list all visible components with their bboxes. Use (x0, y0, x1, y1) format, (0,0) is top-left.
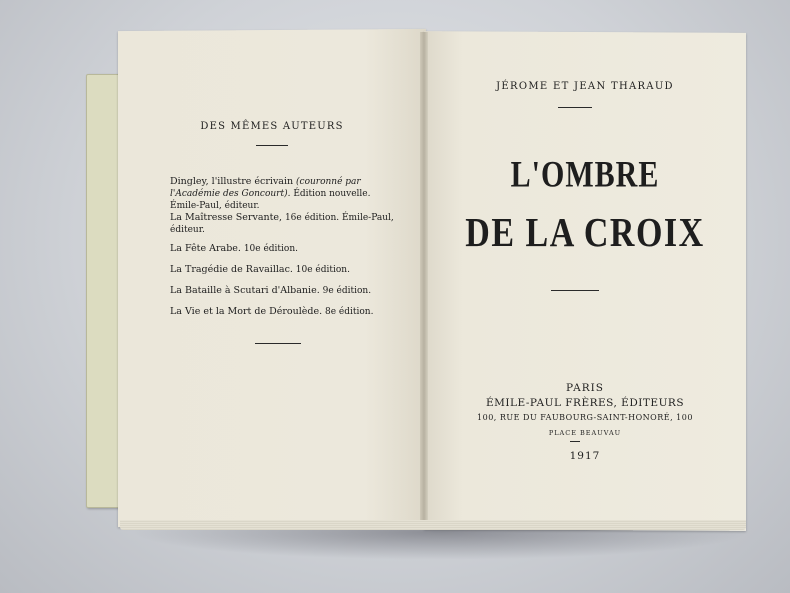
work-detail-3: 10e édition. (243, 244, 298, 254)
work-detail-6: 8e édition. (324, 307, 374, 317)
work-entry-2 (170, 212, 400, 236)
imprint-year: 1917 (569, 450, 601, 462)
work-entry-3 (170, 243, 400, 255)
work-entry-1 (170, 176, 400, 212)
work-entry-5 (170, 285, 400, 297)
work-detail-5: 9e édition. (322, 286, 372, 296)
work-title-6: La Vie et la Mort de Déroulède. (170, 306, 323, 317)
work-detail-2: 16e édition. Émile-Paul, éditeur. (170, 213, 394, 235)
work-note-1: (couronné par l'Académie des Goncourt). (170, 177, 361, 199)
left-page-heading: DES MÊMES AUTEURS (200, 121, 344, 132)
book-title-line-2: DE LA CROIX (465, 211, 705, 256)
work-entry-6 (170, 306, 400, 318)
page-edges (120, 520, 746, 530)
book-authors: JÉROME ET JEAN THARAUD (496, 81, 674, 92)
work-title-2: La Maîtresse Servante, (170, 212, 283, 223)
imprint-publisher: ÉMILE-PAUL FRÈRES, ÉDITEURS (485, 397, 685, 409)
work-title-3: La Fête Arabe. (170, 243, 241, 254)
work-detail-4: 10e édition. (295, 265, 350, 275)
work-title-1: Dingley, l'illustre écrivain (170, 176, 294, 187)
left-bottom-rule (255, 343, 301, 344)
authors-rule (558, 107, 592, 108)
left-page (118, 29, 426, 527)
imprint-city: PARIS (566, 382, 604, 394)
left-heading-rule (256, 145, 288, 146)
work-detail-1: Édition nouvelle. Émile-Paul, éditeur. (170, 189, 371, 211)
imprint-place: PLACE BEAUVAU (548, 429, 622, 437)
work-title-5: La Bataille à Scutari d'Albanie. (170, 285, 320, 296)
imprint-address: 100, RUE DU FAUBOURG-SAINT-HONORÉ, 100 (477, 413, 693, 422)
book-title-line-1: L'OMBRE (510, 153, 660, 195)
title-rule (551, 290, 599, 291)
imprint-rule (570, 441, 580, 442)
work-title-4: La Tragédie de Ravaillac. (170, 264, 293, 275)
work-entry-4 (170, 264, 400, 276)
